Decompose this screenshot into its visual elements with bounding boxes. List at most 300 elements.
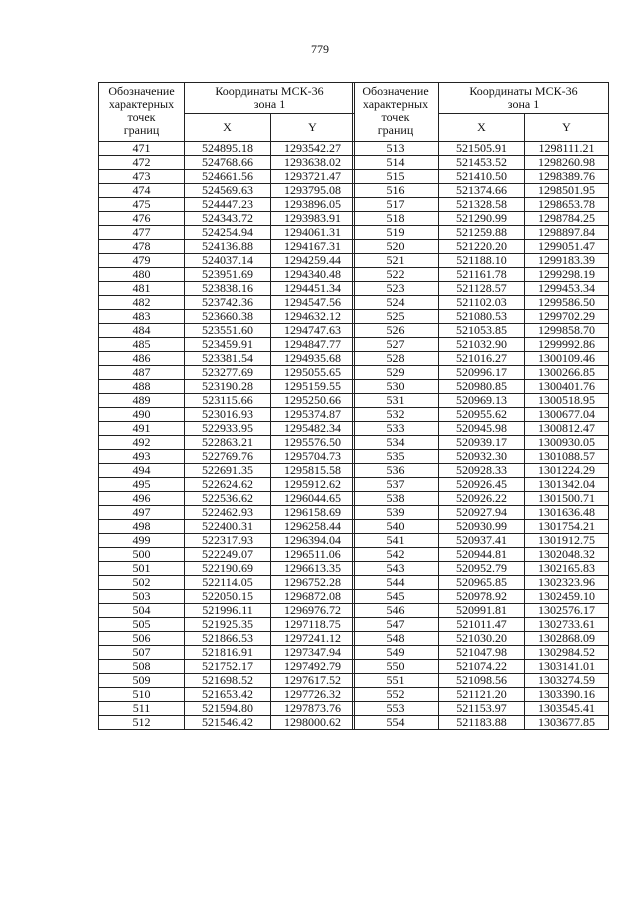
table-row <box>353 338 609 352</box>
point-number-cell: 528 <box>353 352 439 366</box>
y-coordinate-cell: 1294935.68 <box>271 352 355 366</box>
x-coordinate-cell: 522050.15 <box>185 590 271 604</box>
table-row <box>353 660 609 674</box>
coordinates-table-right <box>352 82 609 730</box>
coords-title-line1: Координаты МСК-36 <box>215 84 324 98</box>
point-number-cell: 527 <box>353 338 439 352</box>
x-coordinate-cell: 524343.72 <box>185 212 271 226</box>
point-number-cell: 472 <box>99 156 185 170</box>
table-row <box>99 156 355 170</box>
point-number-cell: 518 <box>353 212 439 226</box>
table-row <box>353 492 609 506</box>
table-row <box>353 268 609 282</box>
y-coordinate-cell: 1299453.34 <box>525 282 609 296</box>
point-number-cell: 485 <box>99 338 185 352</box>
point-number-cell: 480 <box>99 268 185 282</box>
point-header-line: точек <box>381 110 410 124</box>
x-coordinate-cell: 521290.99 <box>439 212 525 226</box>
y-coordinate-cell: 1296394.04 <box>271 534 355 548</box>
y-coordinate-cell: 1297241.12 <box>271 632 355 646</box>
x-coordinate-cell: 520939.17 <box>439 436 525 450</box>
point-number-cell: 484 <box>99 324 185 338</box>
y-coordinate-cell: 1299183.39 <box>525 254 609 268</box>
y-coordinate-cell: 1300677.04 <box>525 408 609 422</box>
point-number-cell: 538 <box>353 492 439 506</box>
table-row <box>99 198 355 212</box>
x-coordinate-cell: 520969.13 <box>439 394 525 408</box>
table-row <box>353 282 609 296</box>
y-coordinate-cell: 1300401.76 <box>525 380 609 394</box>
point-number-cell: 510 <box>99 688 185 702</box>
point-header-line: точек <box>127 110 156 124</box>
table-row <box>99 646 355 660</box>
y-coordinate-cell: 1297873.76 <box>271 702 355 716</box>
table-row <box>99 282 355 296</box>
table-row <box>99 702 355 716</box>
table-row <box>99 170 355 184</box>
y-coordinate-cell: 1301224.29 <box>525 464 609 478</box>
coordinates-table-left <box>98 82 355 730</box>
x-coordinate-cell: 521016.27 <box>439 352 525 366</box>
point-number-cell: 554 <box>353 716 439 730</box>
x-coordinate-cell: 522691.35 <box>185 464 271 478</box>
point-number-cell: 508 <box>99 660 185 674</box>
point-number-cell: 532 <box>353 408 439 422</box>
x-coordinate-cell: 522933.95 <box>185 422 271 436</box>
y-coordinate-cell: 1298897.84 <box>525 226 609 240</box>
table-row <box>99 716 355 730</box>
x-coordinate-cell: 521153.97 <box>439 702 525 716</box>
y-coordinate-cell: 1302733.61 <box>525 618 609 632</box>
x-coordinate-cell: 523190.28 <box>185 380 271 394</box>
table-row <box>99 492 355 506</box>
x-coordinate-cell: 521032.90 <box>439 338 525 352</box>
y-coordinate-cell: 1297492.79 <box>271 660 355 674</box>
table-row <box>99 184 355 198</box>
point-number-cell: 514 <box>353 156 439 170</box>
x-coordinate-cell: 521374.66 <box>439 184 525 198</box>
x-coordinate-cell: 523551.60 <box>185 324 271 338</box>
y-coordinate-cell: 1295374.87 <box>271 408 355 422</box>
x-coordinate-cell: 521594.80 <box>185 702 271 716</box>
table-row <box>99 240 355 254</box>
x-coordinate-cell: 521925.35 <box>185 618 271 632</box>
y-coordinate-cell: 1299298.19 <box>525 268 609 282</box>
x-coordinate-cell: 524254.94 <box>185 226 271 240</box>
point-number-cell: 545 <box>353 590 439 604</box>
point-number-cell: 487 <box>99 366 185 380</box>
y-coordinate-cell: 1302984.52 <box>525 646 609 660</box>
x-coordinate-cell: 522400.31 <box>185 520 271 534</box>
y-coordinate-cell: 1299051.47 <box>525 240 609 254</box>
point-number-cell: 515 <box>353 170 439 184</box>
table-row <box>99 310 355 324</box>
x-coordinate-cell: 521161.78 <box>439 268 525 282</box>
table-row <box>353 226 609 240</box>
point-number-cell: 498 <box>99 520 185 534</box>
x-coordinate-cell: 520996.17 <box>439 366 525 380</box>
point-number-cell: 473 <box>99 170 185 184</box>
table-row <box>99 142 355 156</box>
x-coordinate-cell: 521188.10 <box>439 254 525 268</box>
table-row <box>353 184 609 198</box>
point-number-cell: 537 <box>353 478 439 492</box>
point-header-line: характерных <box>362 97 429 111</box>
y-coordinate-cell: 1295704.73 <box>271 450 355 464</box>
table-row <box>353 590 609 604</box>
y-coordinate-cell: 1294547.56 <box>271 296 355 310</box>
y-coordinate-cell: 1301342.04 <box>525 478 609 492</box>
x-coordinate-cell: 523459.91 <box>185 338 271 352</box>
x-coordinate-cell: 520937.41 <box>439 534 525 548</box>
x-coordinate-cell: 521653.42 <box>185 688 271 702</box>
x-coordinate-cell: 521080.53 <box>439 310 525 324</box>
coords-group-header <box>439 83 609 114</box>
point-number-cell: 477 <box>99 226 185 240</box>
table-row <box>99 520 355 534</box>
x-coordinate-cell: 523277.69 <box>185 366 271 380</box>
y-coordinate-cell: 1293983.91 <box>271 212 355 226</box>
coords-title-line1: Координаты МСК-36 <box>469 84 578 98</box>
x-coordinate-cell: 521328.58 <box>439 198 525 212</box>
point-number-cell: 549 <box>353 646 439 660</box>
x-coordinate-cell: 523951.69 <box>185 268 271 282</box>
table-row <box>353 156 609 170</box>
table-row <box>353 310 609 324</box>
x-coordinate-cell: 520952.79 <box>439 562 525 576</box>
point-header-line: характерных <box>108 97 175 111</box>
table-row <box>99 408 355 422</box>
page-number: 779 <box>311 42 329 56</box>
x-coordinate-cell: 521816.91 <box>185 646 271 660</box>
point-number-cell: 481 <box>99 282 185 296</box>
x-coordinate-cell: 521996.11 <box>185 604 271 618</box>
x-coordinate-cell: 522536.62 <box>185 492 271 506</box>
x-coordinate-cell: 521505.91 <box>439 142 525 156</box>
table-row <box>353 422 609 436</box>
table-row <box>353 548 609 562</box>
x-coordinate-cell: 521053.85 <box>439 324 525 338</box>
table-row <box>353 534 609 548</box>
point-number-cell: 500 <box>99 548 185 562</box>
y-coordinate-cell: 1296752.28 <box>271 576 355 590</box>
y-coordinate-cell: 1303390.16 <box>525 688 609 702</box>
y-coordinate-cell: 1295482.34 <box>271 422 355 436</box>
x-coordinate-cell: 521121.20 <box>439 688 525 702</box>
table-row <box>353 702 609 716</box>
x-coordinate-cell: 521102.03 <box>439 296 525 310</box>
point-header-line: границ <box>123 123 160 137</box>
y-coordinate-cell: 1299992.86 <box>525 338 609 352</box>
table-row <box>99 254 355 268</box>
y-coordinate-cell: 1302323.96 <box>525 576 609 590</box>
y-column-header: Y <box>525 114 609 142</box>
table-row <box>353 506 609 520</box>
y-coordinate-cell: 1299586.50 <box>525 296 609 310</box>
y-coordinate-cell: 1303545.41 <box>525 702 609 716</box>
table-row <box>99 604 355 618</box>
point-number-cell: 519 <box>353 226 439 240</box>
y-column-header: Y <box>271 114 355 142</box>
x-coordinate-cell: 523381.54 <box>185 352 271 366</box>
point-number-cell: 503 <box>99 590 185 604</box>
point-number-cell: 546 <box>353 604 439 618</box>
y-coordinate-cell: 1294451.34 <box>271 282 355 296</box>
x-coordinate-cell: 521410.50 <box>439 170 525 184</box>
point-number-cell: 489 <box>99 394 185 408</box>
x-coordinate-cell: 523838.16 <box>185 282 271 296</box>
y-coordinate-cell: 1293638.02 <box>271 156 355 170</box>
point-number-cell: 530 <box>353 380 439 394</box>
y-coordinate-cell: 1300266.85 <box>525 366 609 380</box>
x-coordinate-cell: 521030.20 <box>439 632 525 646</box>
point-number-cell: 476 <box>99 212 185 226</box>
table-row <box>99 324 355 338</box>
point-number-cell: 495 <box>99 478 185 492</box>
point-header-line: Обозначение <box>362 84 429 98</box>
y-coordinate-cell: 1303274.59 <box>525 674 609 688</box>
coords-group-header <box>185 83 355 114</box>
x-coordinate-cell: 523016.93 <box>185 408 271 422</box>
table-row <box>99 366 355 380</box>
x-coordinate-cell: 522190.69 <box>185 562 271 576</box>
x-coordinate-cell: 521453.52 <box>439 156 525 170</box>
point-number-cell: 539 <box>353 506 439 520</box>
y-coordinate-cell: 1294167.31 <box>271 240 355 254</box>
point-number-cell: 490 <box>99 408 185 422</box>
x-coordinate-cell: 524895.18 <box>185 142 271 156</box>
point-number-cell: 488 <box>99 380 185 394</box>
point-number-cell: 540 <box>353 520 439 534</box>
table-row <box>99 450 355 464</box>
x-coordinate-cell: 521074.22 <box>439 660 525 674</box>
table-row <box>353 674 609 688</box>
x-coordinate-cell: 521546.42 <box>185 716 271 730</box>
x-coordinate-cell: 520926.22 <box>439 492 525 506</box>
point-number-cell: 493 <box>99 450 185 464</box>
point-number-cell: 550 <box>353 660 439 674</box>
y-coordinate-cell: 1293896.05 <box>271 198 355 212</box>
point-number-cell: 517 <box>353 198 439 212</box>
table-row <box>353 198 609 212</box>
table-row <box>99 576 355 590</box>
table-row <box>353 646 609 660</box>
x-coordinate-cell: 522249.07 <box>185 548 271 562</box>
point-number-cell: 491 <box>99 422 185 436</box>
y-coordinate-cell: 1301088.57 <box>525 450 609 464</box>
x-coordinate-cell: 521047.98 <box>439 646 525 660</box>
y-coordinate-cell: 1301636.48 <box>525 506 609 520</box>
y-coordinate-cell: 1294847.77 <box>271 338 355 352</box>
y-coordinate-cell: 1303141.01 <box>525 660 609 674</box>
point-number-cell: 523 <box>353 282 439 296</box>
y-coordinate-cell: 1302459.10 <box>525 590 609 604</box>
table-row <box>353 716 609 730</box>
y-coordinate-cell: 1298111.21 <box>525 142 609 156</box>
point-number-cell: 543 <box>353 562 439 576</box>
point-number-cell: 494 <box>99 464 185 478</box>
table-body-left <box>99 142 355 730</box>
point-number-cell: 544 <box>353 576 439 590</box>
point-number-cell: 548 <box>353 632 439 646</box>
table-row <box>353 632 609 646</box>
point-number-cell: 522 <box>353 268 439 282</box>
x-coordinate-cell: 524661.56 <box>185 170 271 184</box>
x-coordinate-cell: 520926.45 <box>439 478 525 492</box>
point-number-cell: 506 <box>99 632 185 646</box>
point-number-cell: 541 <box>353 534 439 548</box>
point-header-line: Обозначение <box>108 84 175 98</box>
table-row <box>99 422 355 436</box>
point-number-cell: 504 <box>99 604 185 618</box>
table-row <box>353 296 609 310</box>
point-number-cell: 526 <box>353 324 439 338</box>
y-coordinate-cell: 1300109.46 <box>525 352 609 366</box>
x-coordinate-cell: 521220.20 <box>439 240 525 254</box>
table-row <box>99 632 355 646</box>
y-coordinate-cell: 1295250.66 <box>271 394 355 408</box>
point-number-cell: 552 <box>353 688 439 702</box>
point-number-cell: 525 <box>353 310 439 324</box>
y-coordinate-cell: 1295055.65 <box>271 366 355 380</box>
x-column-header: X <box>185 114 271 142</box>
x-coordinate-cell: 523115.66 <box>185 394 271 408</box>
table-row <box>99 618 355 632</box>
y-coordinate-cell: 1294747.63 <box>271 324 355 338</box>
y-coordinate-cell: 1294259.44 <box>271 254 355 268</box>
point-number-cell: 509 <box>99 674 185 688</box>
table-row <box>99 212 355 226</box>
table-row <box>353 618 609 632</box>
y-coordinate-cell: 1297617.52 <box>271 674 355 688</box>
y-coordinate-cell: 1293795.08 <box>271 184 355 198</box>
y-coordinate-cell: 1297118.75 <box>271 618 355 632</box>
table-row <box>99 380 355 394</box>
x-coordinate-cell: 524136.88 <box>185 240 271 254</box>
table-row <box>353 604 609 618</box>
x-coordinate-cell: 521128.57 <box>439 282 525 296</box>
table-row <box>353 450 609 464</box>
coords-title-line2: зона 1 <box>253 97 286 111</box>
y-coordinate-cell: 1294340.48 <box>271 268 355 282</box>
x-coordinate-cell: 521183.88 <box>439 716 525 730</box>
y-coordinate-cell: 1296872.08 <box>271 590 355 604</box>
y-coordinate-cell: 1298000.62 <box>271 716 355 730</box>
point-number-cell: 534 <box>353 436 439 450</box>
point-number-cell: 521 <box>353 254 439 268</box>
point-number-cell: 496 <box>99 492 185 506</box>
point-number-cell: 551 <box>353 674 439 688</box>
point-number-cell: 535 <box>353 450 439 464</box>
point-number-cell: 547 <box>353 618 439 632</box>
point-number-cell: 474 <box>99 184 185 198</box>
y-coordinate-cell: 1299858.70 <box>525 324 609 338</box>
y-coordinate-cell: 1294632.12 <box>271 310 355 324</box>
y-coordinate-cell: 1300930.05 <box>525 436 609 450</box>
table-row <box>353 324 609 338</box>
table-row <box>353 408 609 422</box>
point-number-cell: 499 <box>99 534 185 548</box>
x-coordinate-cell: 521752.17 <box>185 660 271 674</box>
table-row <box>353 576 609 590</box>
table-row <box>353 240 609 254</box>
y-coordinate-cell: 1302868.09 <box>525 632 609 646</box>
y-coordinate-cell: 1298501.95 <box>525 184 609 198</box>
point-number-cell: 513 <box>353 142 439 156</box>
x-coordinate-cell: 520978.92 <box>439 590 525 604</box>
table-row <box>99 464 355 478</box>
y-coordinate-cell: 1296613.35 <box>271 562 355 576</box>
point-number-cell: 505 <box>99 618 185 632</box>
y-coordinate-cell: 1295815.58 <box>271 464 355 478</box>
y-coordinate-cell: 1293542.27 <box>271 142 355 156</box>
table-row <box>353 212 609 226</box>
table-row <box>353 352 609 366</box>
y-coordinate-cell: 1300518.95 <box>525 394 609 408</box>
table-row <box>99 548 355 562</box>
x-coordinate-cell: 520932.30 <box>439 450 525 464</box>
y-coordinate-cell: 1296044.65 <box>271 492 355 506</box>
x-coordinate-cell: 524768.66 <box>185 156 271 170</box>
y-coordinate-cell: 1297347.94 <box>271 646 355 660</box>
table-row <box>353 688 609 702</box>
y-coordinate-cell: 1297726.32 <box>271 688 355 702</box>
x-coordinate-cell: 520927.94 <box>439 506 525 520</box>
y-coordinate-cell: 1299702.29 <box>525 310 609 324</box>
table-row <box>99 394 355 408</box>
x-coordinate-cell: 521011.47 <box>439 618 525 632</box>
point-number-cell: 475 <box>99 198 185 212</box>
x-coordinate-cell: 521098.56 <box>439 674 525 688</box>
y-coordinate-cell: 1295576.50 <box>271 436 355 450</box>
x-coordinate-cell: 521698.52 <box>185 674 271 688</box>
point-number-cell: 482 <box>99 296 185 310</box>
point-number-cell: 492 <box>99 436 185 450</box>
x-coordinate-cell: 522114.05 <box>185 576 271 590</box>
table-row <box>353 436 609 450</box>
table-row <box>99 534 355 548</box>
x-coordinate-cell: 520930.99 <box>439 520 525 534</box>
point-column-header <box>353 83 439 142</box>
x-coordinate-cell: 520945.98 <box>439 422 525 436</box>
x-coordinate-cell: 521259.88 <box>439 226 525 240</box>
y-coordinate-cell: 1301754.21 <box>525 520 609 534</box>
table-row <box>99 436 355 450</box>
x-coordinate-cell: 520991.81 <box>439 604 525 618</box>
table-body-right <box>353 142 609 730</box>
table-row <box>99 562 355 576</box>
y-coordinate-cell: 1295912.62 <box>271 478 355 492</box>
point-number-cell: 533 <box>353 422 439 436</box>
point-number-cell: 553 <box>353 702 439 716</box>
point-number-cell: 471 <box>99 142 185 156</box>
y-coordinate-cell: 1296511.06 <box>271 548 355 562</box>
x-coordinate-cell: 520955.62 <box>439 408 525 422</box>
table-row <box>99 478 355 492</box>
table-row <box>99 226 355 240</box>
point-number-cell: 486 <box>99 352 185 366</box>
x-coordinate-cell: 520928.33 <box>439 464 525 478</box>
table-row <box>353 478 609 492</box>
x-coordinate-cell: 521866.53 <box>185 632 271 646</box>
table-row <box>99 352 355 366</box>
y-coordinate-cell: 1298784.25 <box>525 212 609 226</box>
point-number-cell: 501 <box>99 562 185 576</box>
table-row <box>99 338 355 352</box>
y-coordinate-cell: 1294061.31 <box>271 226 355 240</box>
point-header-line: границ <box>377 123 414 137</box>
table-row <box>353 380 609 394</box>
